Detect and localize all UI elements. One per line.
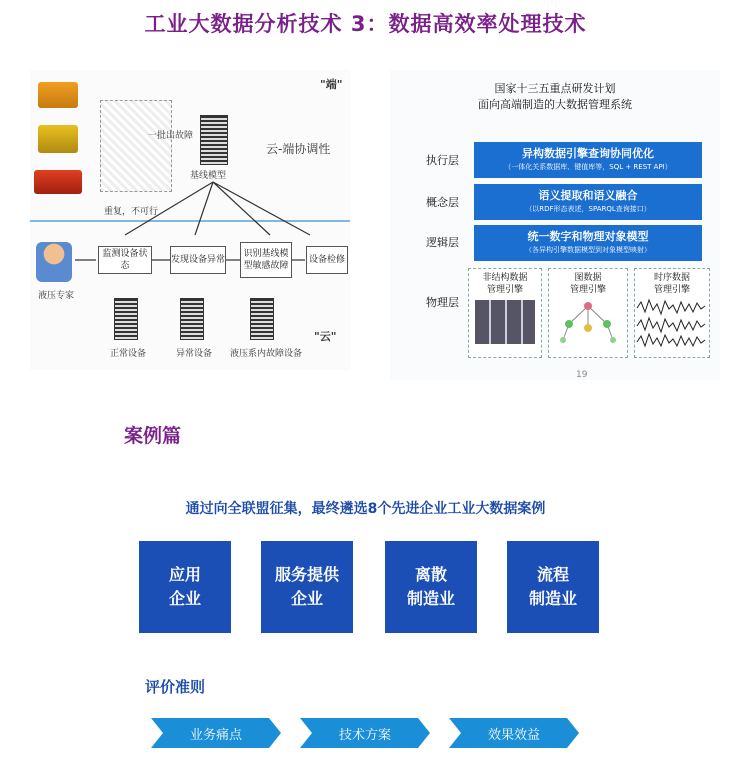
logic-layer-label: 逻辑层 [426,236,459,249]
plan-title: 国家十三五重点研发计划 [494,82,616,95]
criterion-business-pain [151,718,281,748]
graph-engine-label: 图数据 管理引擎 [569,273,606,295]
page-title: 工业大数据分析技术 3：数据高效率处理技术 [144,12,587,36]
flow-step-4: 设备检修 [306,246,348,274]
graph-icon [549,298,627,348]
criterion-effect-benefit-label: 效果效益 [487,727,540,743]
concept-layer-bar [474,184,702,220]
expert-label: 液压专家 [38,291,75,301]
logic-layer-bar [474,225,702,261]
physical-layer-label: 物理层 [426,296,459,309]
device-label-fault: 液压系内故障设备 [230,349,303,359]
big-data-system-diagram [390,70,720,380]
graph-engine [548,268,628,358]
unstructured-engine-label: 非结构数据 管理引擎 [482,273,528,295]
abnormal-device-icon [180,298,204,340]
concept-layer-sub: （以RDF形态表述，SPARQL查询接口） [525,205,651,213]
flow-step-3: 识别基线模型敏感故障 [240,242,292,278]
device-label-normal: 正常设备 [110,349,147,359]
page-number: 19 [576,370,588,380]
category-process-manufacturing: 流程 制造业 [507,541,599,633]
fault-device-icon [250,298,274,340]
cloud-label: "云" [314,330,337,343]
unstructured-engine [468,268,542,358]
logic-layer-main: 统一数字和物理对象模型 [527,230,649,243]
criterion-technical-solution [300,718,430,748]
execution-layer-bar [474,142,702,178]
concept-layer-main: 语义提取和语义融合 [538,189,638,202]
system-title: 面向高端制造的大数据管理系统 [478,98,632,111]
repeat-label: 重复，不可行 [104,207,159,217]
criterion-effect-benefit [449,718,579,748]
image-thumbnails [475,300,535,344]
end-label: "端" [320,78,343,91]
criterion-technical-solution-label: 技术方案 [338,727,391,743]
baseline-model-label: 基线模型 [190,171,227,181]
batch-label: 一批出故障 [148,131,194,141]
flow-step-1: 监测设备状态 [98,246,152,274]
case-description: 通过向全联盟征集，最终遴选8个先进企业工业大数据案例 [185,501,546,517]
timeseries-engine [634,268,710,358]
category-service-provider: 服务提供 企业 [261,541,353,633]
normal-device-icon [114,298,138,340]
flow-step-2: 发现设备异常 [170,246,226,274]
expert-icon [36,242,72,282]
device-label-abnormal: 异常设备 [176,349,213,359]
category-discrete-manufacturing: 离散 制造业 [385,541,477,633]
case-section-title: 案例篇 [124,425,182,447]
waveform-icon [635,296,709,348]
execution-layer-sub: （一体化关系数据库、键值库等，SQL + REST API） [504,163,672,171]
criteria-title: 评价准则 [145,678,206,696]
execution-layer-main: 异构数据引擎查询协同优化 [522,147,654,160]
coordination-label: 云-端协调性 [266,142,331,156]
logic-layer-sub: （各异构引擎数据模型到对象模型映射） [525,246,651,254]
timeseries-engine-label: 时序数据 管理引擎 [653,273,690,295]
cloud-edge-diagram [30,70,350,370]
concept-layer-label: 概念层 [426,196,459,209]
criterion-business-pain-label: 业务痛点 [189,727,242,743]
execution-layer-label: 执行层 [426,154,459,167]
category-application-enterprise: 应用 企业 [139,541,231,633]
